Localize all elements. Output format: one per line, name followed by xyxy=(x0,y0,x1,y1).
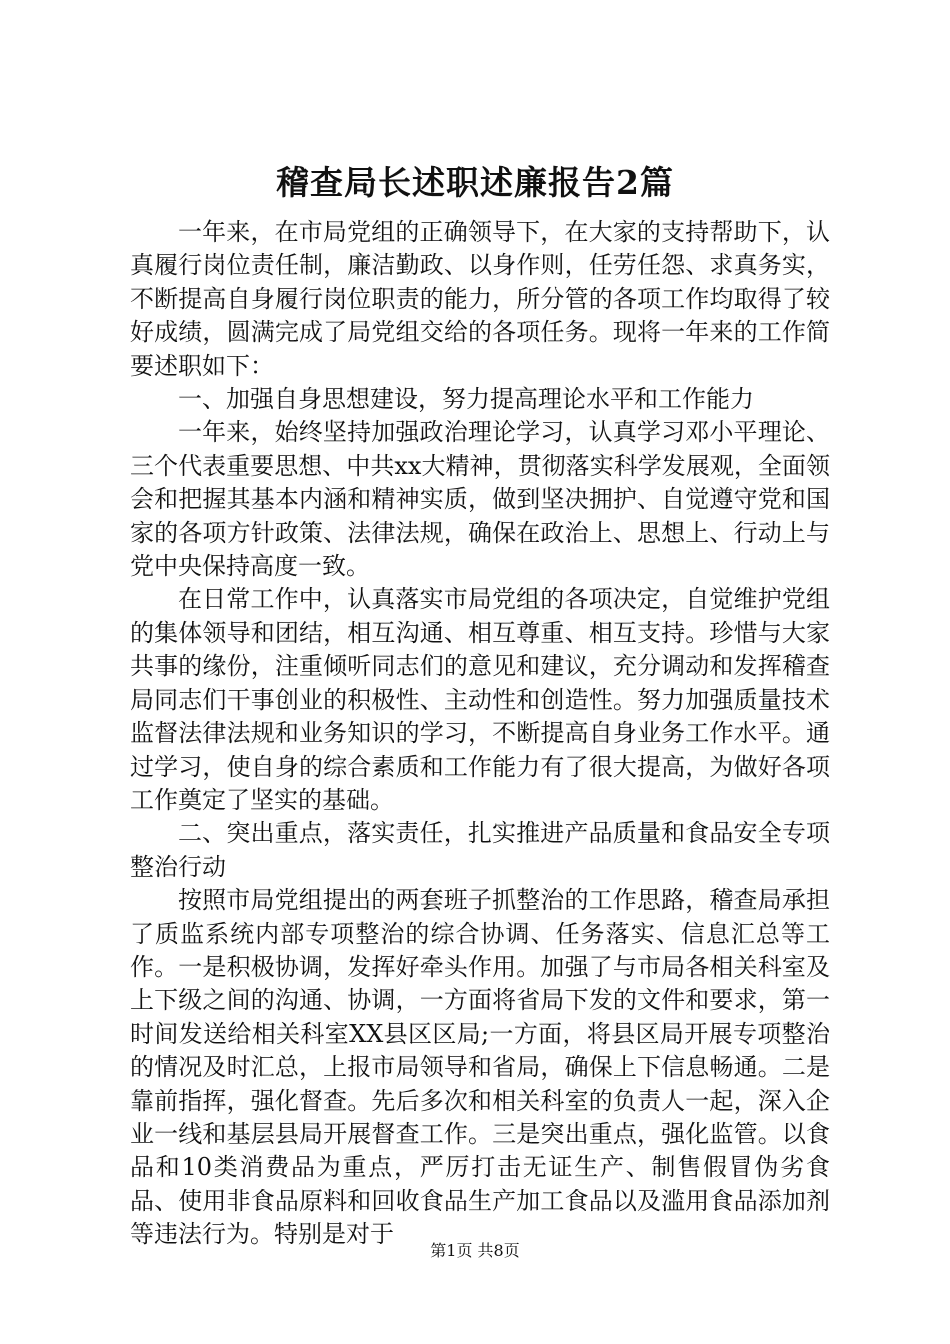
page-number-footer: 第1页 共8页 xyxy=(430,1241,520,1260)
document-title: 稽查局长述职述廉报告2篇 xyxy=(276,163,674,202)
document-body xyxy=(130,216,830,1252)
paragraph-theory-study: 一年来，始终坚持加强政治理论学习，认真学习邓小平理论、三个代表重要思想、中共xx大精神，贯彻落实科学发展观，全面领会和把握其基本内涵和精神实质，做到坚决拥护、自觉遵守党和国家的各项方针政策、法律法规，确保在政治上、思想上、行动上与党中央保持高度一致。 xyxy=(130,418,830,581)
section-heading-1: 一、加强自身思想建设，努力提高理论水平和工作能力 xyxy=(178,385,754,414)
section-heading-2: 二、突出重点，落实责任，扎实推进产品质量和食品安全专项整治行动 xyxy=(130,819,830,881)
paragraph-intro: 一年来，在市局党组的正确领导下，在大家的支持帮助下，认真履行岗位责任制，廉洁勤政、以身作则，任劳任怨、求真务实，不断提高自身履行岗位职责的能力，所分管的各项工作均取得了较好成绩，圆满完成了局党组交给的各项任务。现将一年来的工作简要述职如下： xyxy=(130,218,830,380)
paragraph-daily-work: 在日常工作中，认真落实市局党组的各项决定，自觉维护党组的集体领导和团结，相互沟通、相互尊重、相互支持。珍惜与大家共事的缘份，注重倾听同志们的意见和建议，充分调动和发挥稽查局同志们干事创业的积极性、主动性和创造性。努力加强质量技术监督法律法规和业务知识的学习，不断提高自身业务工作水平。通过学习，使自身的综合素质和工作能力有了很大提高，为做好各项工作奠定了坚实的基础。 xyxy=(130,585,830,814)
paragraph-special-rectification: 按照市局党组提出的两套班子抓整治的工作思路，稽查局承担了质监系统内部专项整治的综合协调、任务落实、信息汇总等工作。一是积极协调，发挥好牵头作用。加强了与市局各相关科室及上下级之间的沟通、协调，一方面将省局下发的文件和要求，第一时间发送给相关科室XX县区区局;一方面，将县区局开展专项整治的情况及时汇总，上报市局领导和省局，确保上下信息畅通。二是靠前指挥，强化督查。先后多次和相关科室的负责人一起，深入企业一线和基层县局开展督查工作。三是突出重点，强化监管。以食品和10类消费品为重点，严厉打击无证生产、制售假冒伪劣食品、使用非食品原料和回收食品生产加工食品以及滥用食品添加剂等违法行为。特别是对于 xyxy=(130,886,830,1249)
